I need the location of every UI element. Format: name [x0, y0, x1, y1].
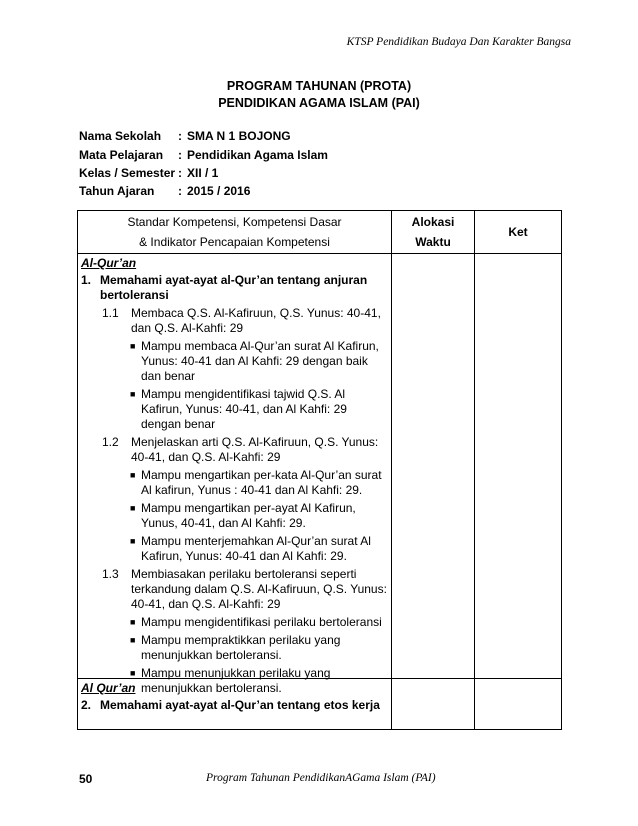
page-number: 50	[79, 772, 93, 786]
kd-number: 1.1	[102, 306, 119, 320]
bullet-icon: ■	[130, 617, 136, 627]
info-value: 2015 / 2016	[187, 184, 251, 198]
info-label: Nama Sekolah	[79, 129, 162, 143]
indicator-item	[81, 387, 388, 432]
indicator-item	[81, 615, 388, 630]
bullet-icon: ■	[130, 341, 136, 351]
indicator-text: Mampu mengidentifikasi tajwid Q.S. Al Kafirun, Yunus: 40-41, dan Al Kahfi: 29 dengan benar	[141, 387, 347, 431]
indicator-text: Mampu membaca Al-Qur’an surat Al Kafirun, Yunus: 40-41 dan Al Kahfi: 29 dengan baik dan benar	[141, 339, 379, 383]
sk-number: 2.	[81, 698, 92, 712]
competency-cell	[78, 679, 392, 730]
standard-competency	[81, 698, 388, 713]
header-allocation	[392, 211, 475, 254]
basic-competency	[81, 306, 388, 336]
indicator-text: Mampu menterjemahkan Al-Qur’an surat Al Kafirun, Yunus: 40-41 dan Al Kahfi: 29.	[141, 534, 371, 563]
section-heading: Al-Qur’an	[81, 256, 137, 270]
standard-competency	[81, 273, 388, 303]
table-header-row	[78, 211, 562, 254]
indicator-text: Mampu mengidentifikasi perilaku bertoleransi	[141, 615, 382, 629]
indicator-item	[81, 468, 388, 498]
header-notes: Ket	[475, 211, 562, 254]
info-colon: :	[178, 166, 182, 180]
kd-text: Membaca Q.S. Al-Kafiruun, Q.S. Yunus: 40-41, dan Q.S. Al-Kahfi: 29	[131, 306, 381, 335]
notes-cell	[475, 679, 562, 730]
basic-competency	[81, 567, 388, 612]
indicator-item	[81, 633, 388, 663]
notes-cell	[475, 254, 562, 679]
indicator-text: Mampu mengartikan per-kata Al-Qur’an surat Al kafirun, Yunus : 40-41 dan Al Kahfi: 29.	[141, 468, 382, 497]
sk-text: Memahami ayat-ayat al-Qur’an tentang anjuran bertoleransi	[100, 273, 368, 302]
document-title-line1: PROGRAM TAHUNAN (PROTA)	[226, 79, 412, 93]
header-competency-line2: & Indikator Pencapaian Kompetensi	[139, 235, 330, 249]
allocation-cell	[392, 254, 475, 679]
info-colon: :	[178, 148, 182, 162]
kd-text: Menjelaskan arti Q.S. Al-Kafiruun, Q.S. Yunus: 40-41, dan Q.S. Al-Kahfi: 29	[131, 435, 379, 464]
basic-competency	[81, 435, 388, 465]
competency-cell	[78, 254, 392, 695]
info-colon: :	[178, 129, 182, 143]
sk-text: Memahami ayat-ayat al-Qur’an tentang etos kerja	[100, 698, 380, 712]
indicator-item	[81, 339, 388, 384]
section-heading: Al Qur’an	[81, 681, 136, 695]
document-title-line2: PENDIDIKAN AGAMA ISLAM (PAI)	[218, 96, 420, 110]
bullet-icon: ■	[130, 635, 136, 645]
running-header: KTSP Pendidikan Budaya Dan Karakter Bangsa	[346, 36, 571, 48]
indicator-item	[81, 501, 388, 531]
header-allocation-line1: Alokasi	[411, 215, 455, 229]
running-footer: Program Tahunan PendidikanAGama Islam (PAI)	[206, 772, 436, 784]
indicator-text: Mampu menunjukkan perilaku yang menunjukkan bertoleransi.	[141, 666, 331, 695]
bullet-icon: ■	[130, 503, 136, 513]
header-allocation-line2: Waktu	[415, 235, 451, 249]
header-competency-line1: Standar Kompetensi, Kompetensi Dasar	[127, 215, 342, 229]
bullet-icon: ■	[130, 389, 136, 399]
table-row	[78, 679, 562, 730]
header-competency	[78, 211, 392, 254]
bullet-icon: ■	[130, 668, 136, 678]
prota-table	[77, 210, 562, 730]
info-label: Kelas / Semester	[79, 166, 176, 180]
sk-number: 1.	[81, 273, 92, 287]
allocation-cell	[392, 679, 475, 730]
indicator-text: Mampu mengartikan per-ayat Al Kafirun, Yunus, 40-41, dan Al Kahfi: 29.	[141, 501, 356, 530]
info-label: Mata Pelajaran	[79, 148, 164, 162]
kd-number: 1.3	[102, 567, 119, 581]
bullet-icon: ■	[130, 470, 136, 480]
indicator-text: Mampu mempraktikkan perilaku yang menunjukkan bertoleransi.	[141, 633, 341, 662]
bullet-icon: ■	[130, 536, 136, 546]
info-value: Pendidikan Agama Islam	[187, 148, 328, 162]
kd-text: Membiasakan perilaku bertoleransi seperti terkandung dalam Q.S. Al-Kafiruun, Q.S. Yunus: 40-41, dan Q.S. Al-Kahfi: 29	[131, 567, 387, 611]
info-value: XII / 1	[187, 166, 219, 180]
kd-number: 1.2	[102, 435, 119, 449]
table-row	[78, 254, 562, 679]
info-label: Tahun Ajaran	[79, 184, 155, 198]
info-value: SMA N 1 BOJONG	[187, 129, 291, 143]
info-colon: :	[178, 184, 182, 198]
indicator-item	[81, 534, 388, 564]
